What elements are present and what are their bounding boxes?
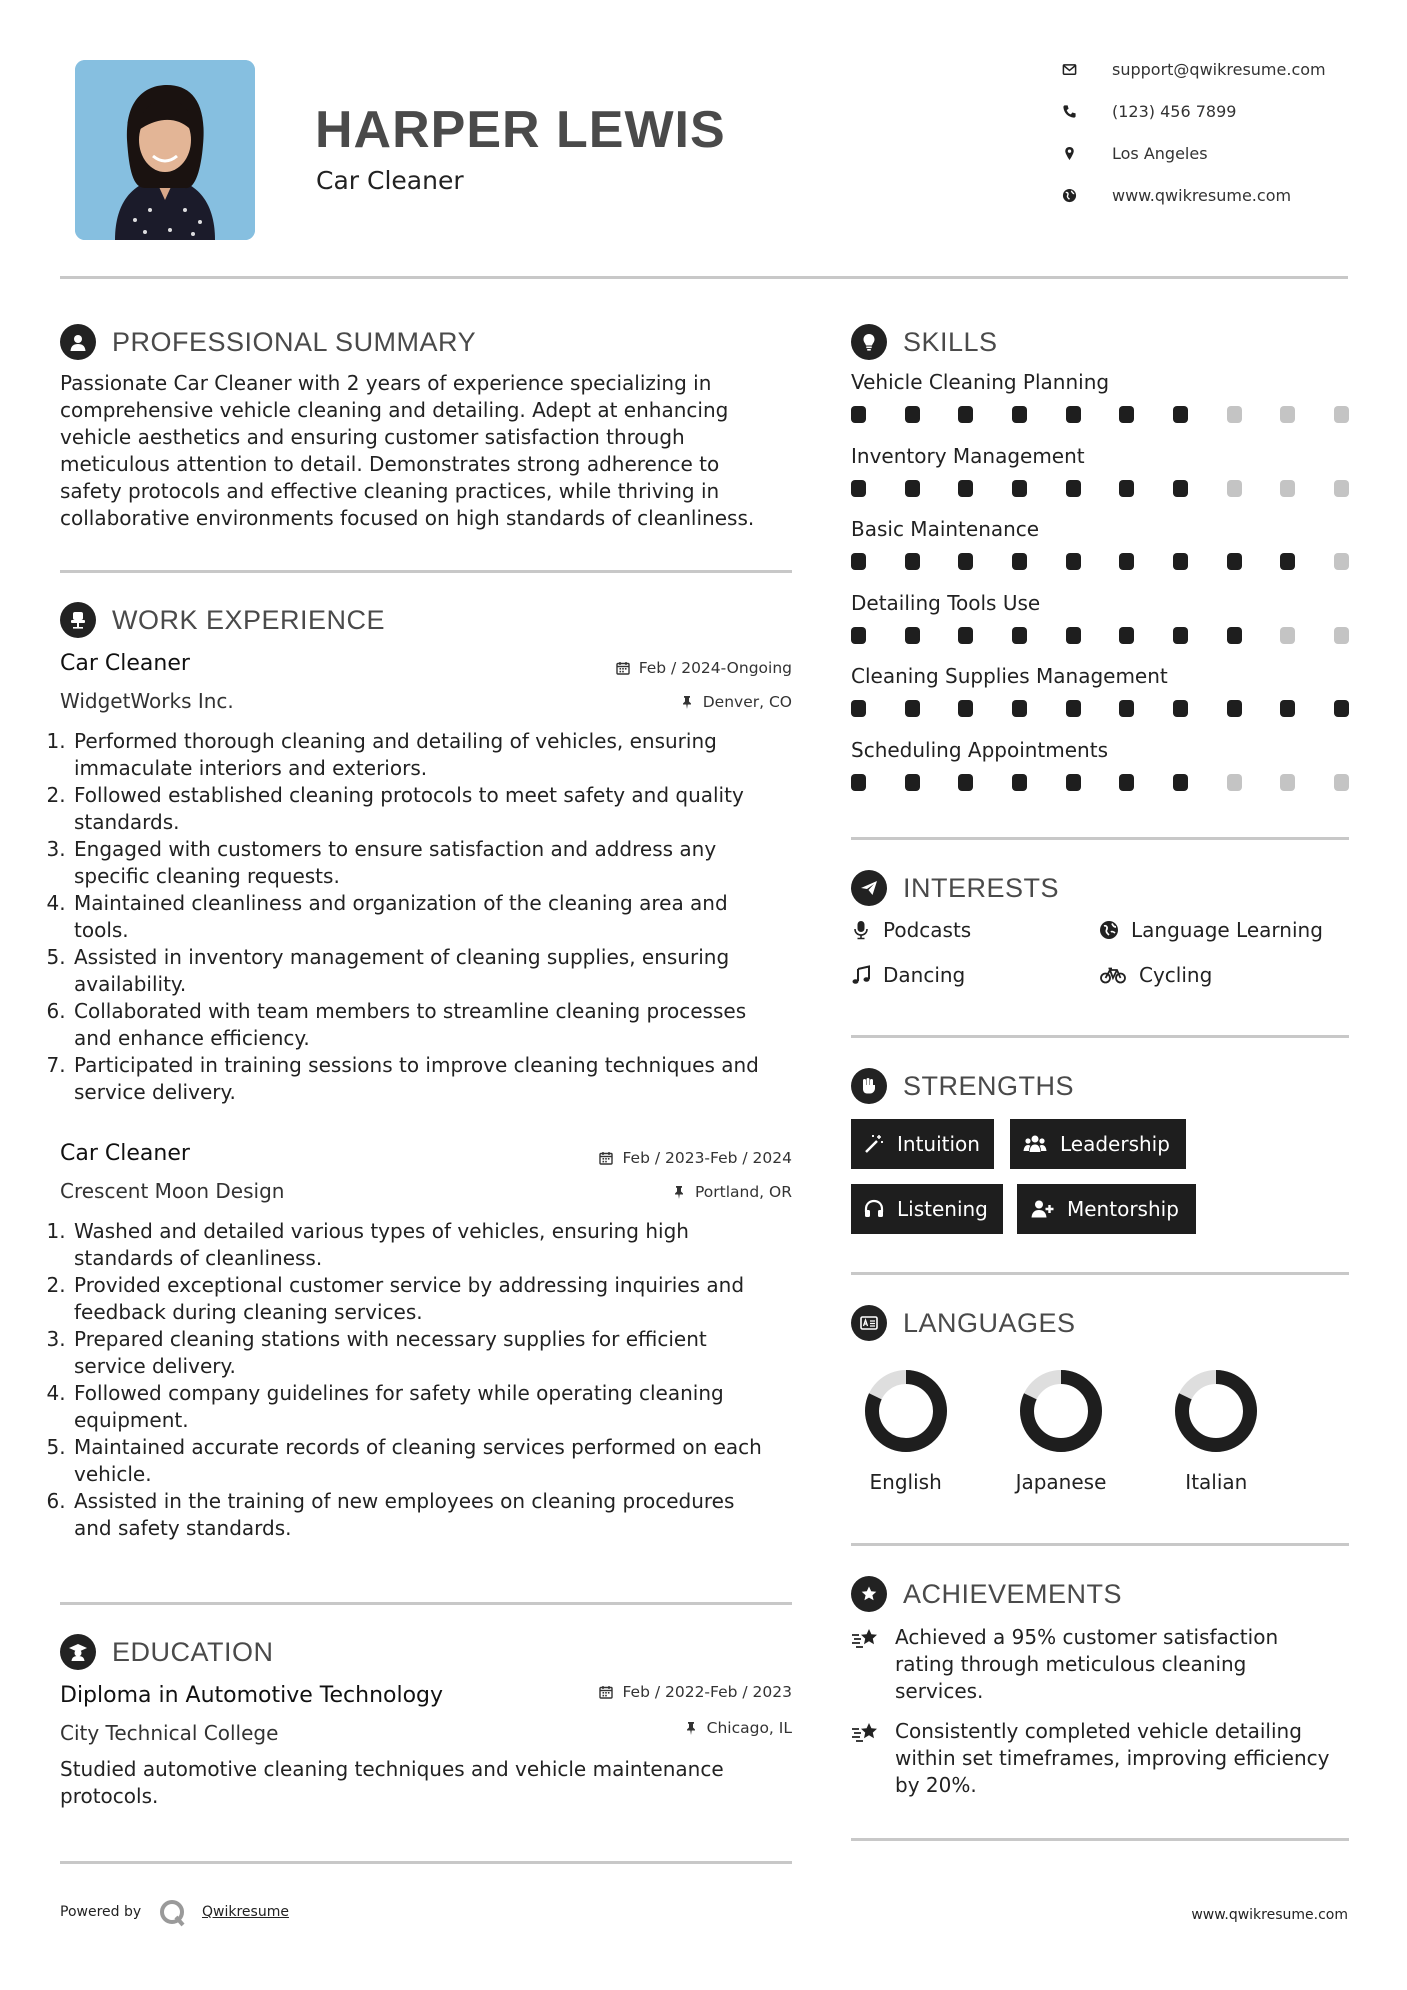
envelope-icon	[1062, 59, 1092, 79]
skill-rating-dot	[1280, 480, 1295, 497]
education-line: protocols.	[60, 1784, 159, 1808]
contact-email[interactable]	[1062, 59, 1342, 79]
skill-rating-dot	[1066, 700, 1081, 717]
skill-rating-dot	[1334, 406, 1349, 423]
contact-location	[1062, 143, 1342, 163]
language-proficiency-ring	[861, 1366, 951, 1456]
strength-chip	[1010, 1119, 1186, 1169]
contact-location-text: Los Angeles	[1112, 143, 1208, 163]
achievements-heading	[851, 1576, 1122, 1612]
shooting-star-icon	[851, 1626, 881, 1652]
skill-rating-dot	[1280, 774, 1295, 791]
interest-label: Podcasts	[883, 918, 972, 942]
language-proficiency-ring	[1016, 1366, 1106, 1456]
contact-website-text: www.qwikresume.com	[1112, 185, 1292, 205]
candidate-title: Car Cleaner	[316, 166, 464, 195]
summary-line: safety protocols and effective cleaning practices, while thriving in	[60, 479, 720, 503]
interest-label: Dancing	[883, 963, 966, 987]
skill-rating-dot	[1227, 627, 1242, 644]
achievement-item	[851, 1624, 1349, 1705]
list-item: 4. Maintained cleanliness and organization of the cleaning area and tools.	[72, 890, 794, 944]
skill-rating-dot	[905, 553, 920, 570]
skill-rating-dot	[1334, 553, 1349, 570]
skills-divider	[851, 837, 1349, 840]
interest-item	[1099, 963, 1212, 987]
globe-icon	[1099, 920, 1119, 940]
avatar	[75, 60, 255, 240]
skill-rating-dot	[1280, 700, 1295, 717]
list-item: 3. Engaged with customers to ensure satisfaction and address any specific cleaning requests.	[72, 836, 794, 890]
job-location	[470, 693, 792, 711]
strengths-divider	[851, 1272, 1349, 1275]
list-item: 4. Followed company guidelines for safety while operating cleaning equipment.	[72, 1380, 794, 1434]
skill-rating-dot	[958, 480, 973, 497]
skill-rating-dot	[851, 406, 866, 423]
raised-fist-icon	[851, 1068, 887, 1104]
skill-rating-dot	[851, 553, 866, 570]
interests-title: INTERESTS	[903, 872, 1060, 903]
interest-item	[1099, 918, 1323, 942]
skill-item	[851, 517, 1349, 591]
skill-rating-dot	[1173, 553, 1188, 570]
skill-rating-dot	[958, 700, 973, 717]
qwikresume-logo	[158, 1898, 188, 1932]
calendar-icon	[599, 1685, 613, 1699]
paper-plane-icon	[851, 870, 887, 906]
star-badge-icon	[851, 1576, 887, 1612]
skill-rating-dot	[1227, 700, 1242, 717]
footer-website-link[interactable]: www.qwikresume.com	[1191, 1907, 1348, 1923]
contact-phone[interactable]	[1062, 101, 1342, 121]
skill-rating	[851, 480, 1349, 497]
achievement-item	[851, 1718, 1349, 1799]
skill-rating-dot	[1280, 406, 1295, 423]
skill-rating-dot	[958, 553, 973, 570]
skill-item	[851, 370, 1349, 444]
skill-rating-dot	[1066, 627, 1081, 644]
skill-rating-dot	[958, 627, 973, 644]
skill-rating-dot	[1119, 406, 1134, 423]
headphones-icon	[863, 1198, 885, 1220]
job-title: Car Cleaner	[60, 651, 190, 676]
language-item	[846, 1366, 965, 1494]
job-dates	[470, 1149, 792, 1167]
profile-photo	[75, 60, 255, 240]
summary-line: Passionate Car Cleaner with 2 years of experience specializing in	[60, 371, 712, 395]
school-name: City Technical College	[60, 1721, 279, 1745]
job-bullets	[54, 728, 794, 1106]
contact-email-text: support@qwikresume.com	[1112, 59, 1326, 79]
bicycle-icon	[1099, 965, 1127, 985]
strength-label: Leadership	[1060, 1132, 1170, 1156]
lightbulb-icon	[851, 324, 887, 360]
language-name: English	[869, 1470, 942, 1494]
skill-rating-dot	[1066, 774, 1081, 791]
skill-rating-dot	[1012, 480, 1027, 497]
skill-rating	[851, 553, 1349, 570]
user-circle-icon	[60, 324, 96, 360]
skill-rating-dot	[1280, 627, 1295, 644]
skill-rating-dot	[851, 480, 866, 497]
job-location-text: Portland, OR	[694, 1183, 792, 1201]
languages-title: LANGUAGES	[903, 1307, 1076, 1338]
globe-icon	[1062, 185, 1092, 205]
skill-rating-dot	[958, 406, 973, 423]
list-item: 5. Maintained accurate records of cleaning services performed on each vehicle.	[72, 1434, 794, 1488]
skill-rating-dot	[1280, 553, 1295, 570]
skill-rating-dot	[905, 700, 920, 717]
strength-chip	[851, 1184, 1003, 1234]
skill-rating-dot	[1119, 774, 1134, 791]
strengths-heading	[851, 1068, 1074, 1104]
list-item: 6. Assisted in the training of new employees on cleaning procedures and safety standards.	[72, 1488, 794, 1542]
education-divider	[60, 1861, 792, 1864]
job-bullets	[54, 1218, 794, 1542]
skill-rating-dot	[905, 774, 920, 791]
strength-chip	[851, 1119, 994, 1169]
skill-item	[851, 738, 1349, 812]
skill-name: Vehicle Cleaning Planning	[851, 370, 1110, 394]
achievements-divider	[851, 1838, 1349, 1841]
job-title: Car Cleaner	[60, 1141, 190, 1166]
education-title: EDUCATION	[112, 1636, 274, 1667]
skill-rating	[851, 627, 1349, 644]
skill-rating-dot	[851, 700, 866, 717]
summary-divider	[60, 570, 792, 573]
pushpin-icon	[680, 695, 694, 709]
skill-rating-dot	[1119, 553, 1134, 570]
interests-divider	[851, 1035, 1349, 1038]
language-name: Japanese	[1015, 1470, 1107, 1494]
list-item: 5. Assisted in inventory management of cleaning supplies, ensuring availability.	[72, 944, 794, 998]
strength-chip	[1017, 1184, 1196, 1234]
music-note-icon	[851, 965, 871, 985]
list-item: 1. Washed and detailed various types of vehicles, ensuring high standards of cleanliness.	[72, 1218, 794, 1272]
interest-label: Language Learning	[1131, 918, 1323, 942]
microphone-icon	[851, 920, 871, 940]
language-card-icon	[851, 1305, 887, 1341]
skill-rating-dot	[1066, 480, 1081, 497]
briefcase-chair-icon	[60, 602, 96, 638]
education-description	[60, 1756, 800, 1810]
skill-item	[851, 444, 1349, 518]
education-line: Studied automotive cleaning techniques and vehicle maintenance	[60, 1757, 724, 1781]
list-item: 6. Collaborated with team members to streamline cleaning processes and enhance efficiency.	[72, 998, 794, 1052]
experience-divider	[60, 1602, 792, 1605]
skill-rating-dot	[1173, 627, 1188, 644]
skill-item	[851, 591, 1349, 665]
summary-line: comprehensive vehicle cleaning and detailing. Adept at enhancing	[60, 398, 729, 422]
education-dates-text: Feb / 2022-Feb / 2023	[622, 1683, 792, 1701]
skill-name: Inventory Management	[851, 443, 1085, 468]
summary-title: PROFESSIONAL SUMMARY	[112, 326, 477, 357]
skill-name: Detailing Tools Use	[851, 590, 1041, 615]
education-dates	[470, 1683, 792, 1701]
user-plus-icon	[1029, 1198, 1055, 1220]
language-item	[1157, 1366, 1276, 1494]
education-location-text: Chicago, IL	[706, 1719, 792, 1737]
skill-rating-dot	[1227, 774, 1242, 791]
job-dates-text: Feb / 2023-Feb / 2024	[622, 1149, 792, 1167]
calendar-icon	[599, 1151, 613, 1165]
candidate-name: HARPER LEWIS	[315, 101, 726, 159]
skill-rating-dot	[1066, 553, 1081, 570]
summary-text	[60, 370, 800, 532]
skill-rating-dot	[1334, 774, 1349, 791]
achievement-text: Achieved a 95% customer satisfaction rating through meticulous cleaning services.	[895, 1625, 1279, 1703]
skill-item	[851, 664, 1349, 738]
job-dates-text: Feb / 2024-Ongoing	[638, 659, 792, 677]
interest-item	[851, 918, 971, 942]
summary-line: meticulous attention to detail. Demonstrates strong adherence to	[60, 452, 720, 476]
languages-list	[846, 1366, 1276, 1494]
summary-line: collaborative environments focused on high standards of cleanliness.	[60, 506, 755, 530]
skill-rating	[851, 774, 1349, 791]
skill-rating-dot	[1334, 480, 1349, 497]
skill-name: Cleaning Supplies Management	[851, 664, 1168, 688]
skill-rating	[851, 406, 1349, 423]
calendar-icon	[616, 661, 630, 675]
skill-rating-dot	[1012, 406, 1027, 423]
skill-rating-dot	[905, 627, 920, 644]
education-heading	[60, 1634, 274, 1670]
skill-rating-dot	[1334, 627, 1349, 644]
phone-icon	[1062, 101, 1092, 121]
strength-label: Intuition	[897, 1132, 980, 1156]
skill-rating	[851, 700, 1349, 717]
header-divider	[60, 276, 1348, 279]
magic-wand-icon	[863, 1133, 885, 1155]
summary-line: vehicle aesthetics and ensuring customer satisfaction through	[60, 425, 685, 449]
list-item: 1. Performed thorough cleaning and detailing of vehicles, ensuring immaculate interiors and exteriors.	[72, 728, 794, 782]
list-item: 7. Participated in training sessions to improve cleaning techniques and service delivery.	[72, 1052, 794, 1106]
skill-rating-dot	[1119, 700, 1134, 717]
degree-name: Diploma in Automotive Technology	[60, 1683, 444, 1708]
list-item: 2. Provided exceptional customer service by addressing inquiries and feedback during cleaning services.	[72, 1272, 794, 1326]
skill-rating-dot	[1119, 627, 1134, 644]
users-icon	[1022, 1133, 1048, 1155]
skill-name: Scheduling Appointments	[851, 737, 1108, 762]
skill-rating-dot	[1066, 406, 1081, 423]
pushpin-icon	[684, 1721, 698, 1735]
skill-rating-dot	[1012, 700, 1027, 717]
languages-divider	[851, 1543, 1349, 1546]
skill-rating-dot	[1334, 700, 1349, 717]
skill-rating-dot	[1012, 627, 1027, 644]
job-dates	[470, 659, 792, 677]
skill-rating-dot	[905, 480, 920, 497]
skills-title: SKILLS	[903, 326, 998, 357]
skill-rating-dot	[851, 627, 866, 644]
achievements-title: ACHIEVEMENTS	[903, 1578, 1123, 1609]
experience-heading	[60, 602, 385, 638]
skill-name: Basic Maintenance	[851, 517, 1040, 541]
skill-rating-dot	[1173, 700, 1188, 717]
skill-rating-dot	[1227, 553, 1242, 570]
skill-rating-dot	[1173, 480, 1188, 497]
languages-heading	[851, 1305, 1076, 1341]
qwikresume-link[interactable]: Qwikresume	[202, 1904, 289, 1920]
experience-title: WORK EXPERIENCE	[112, 604, 386, 635]
skill-rating-dot	[905, 406, 920, 423]
skill-rating-dot	[958, 774, 973, 791]
contact-website[interactable]	[1062, 185, 1342, 205]
interests-heading	[851, 870, 1059, 906]
powered-by-label: Powered by	[60, 1904, 142, 1920]
graduate-icon	[60, 1634, 96, 1670]
strengths-title: STRENGTHS	[903, 1070, 1075, 1101]
pushpin-icon	[672, 1185, 686, 1199]
achievement-text: Consistently completed vehicle detailing within set timeframes, improving efficiency by 20%.	[895, 1719, 1330, 1797]
company-name: Crescent Moon Design	[60, 1179, 285, 1203]
skill-rating-dot	[1173, 774, 1188, 791]
interest-label: Cycling	[1139, 963, 1213, 987]
skill-rating-dot	[1227, 480, 1242, 497]
job-location	[470, 1183, 792, 1201]
skill-rating-dot	[1227, 406, 1242, 423]
education-location	[470, 1719, 792, 1737]
strength-label: Mentorship	[1067, 1197, 1179, 1221]
list-item: 3. Prepared cleaning stations with necessary supplies for efficient service delivery.	[72, 1326, 794, 1380]
interest-item	[851, 963, 965, 987]
skills-heading	[851, 324, 998, 360]
map-pin-icon	[1062, 143, 1092, 163]
summary-heading	[60, 324, 476, 360]
skill-rating-dot	[851, 774, 866, 791]
skills-list	[851, 370, 1349, 811]
skill-rating-dot	[1012, 774, 1027, 791]
skill-rating-dot	[1119, 480, 1134, 497]
strength-label: Listening	[897, 1197, 988, 1221]
language-name: Italian	[1185, 1470, 1248, 1494]
contact-phone-text: (123) 456 7899	[1112, 101, 1237, 121]
skill-rating-dot	[1173, 406, 1188, 423]
language-proficiency-ring	[1171, 1366, 1261, 1456]
language-item	[1001, 1366, 1120, 1494]
company-name: WidgetWorks Inc.	[60, 689, 234, 713]
shooting-star-icon	[851, 1720, 881, 1746]
skill-rating-dot	[1012, 553, 1027, 570]
list-item: 2. Followed established cleaning protocols to meet safety and quality standards.	[72, 782, 794, 836]
job-location-text: Denver, CO	[702, 693, 792, 711]
